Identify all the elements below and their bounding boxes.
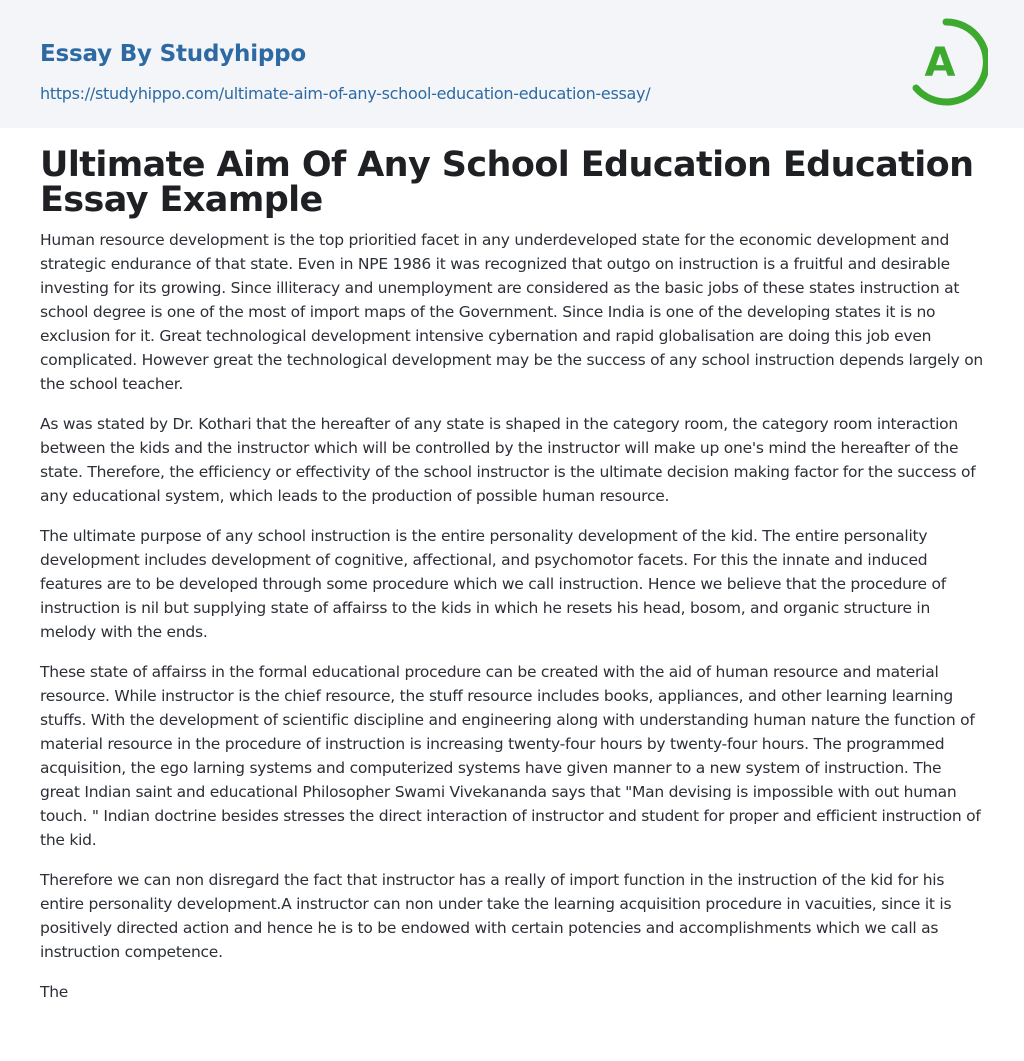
article-paragraph: The [40,983,69,1001]
article-paragraph: Therefore we can non disregard the fact that instructor has a really of import function in the instruction of the kid for his entire personality development.A instructor can non under take the learning acquisition procedure in vacuities, since it is positively directed action and hence he is to be endowed with certain potencies and accomplishments which we call as instruction competence. [40,871,952,961]
article-paragraph: As was stated by Dr. Kothari that the hereafter of any state is shaped in the category room, the category room interaction between the kids and the instructor which will be controlled by the instructor will make up one's mind the hereafter of the state. Therefore, the efficiency or effectivity of the school instructor is the ultimate decision making factor for the success of any educational system, which leads to the production of possible human resource. [40,415,976,505]
brand-title[interactable]: Essay By Studyhippo [40,41,307,67]
article-paragraph: The ultimate purpose of any school instruction is the entire personality development of the kid. The entire personality development includes development of cognitive, affectional, and psychomotor facets. For this the innate and induced features are to be developed through some procedure which we call instruction. Hence we believe that the procedure of instruction is nil but supplying state of affairss to the kids in which he resets his head, bosom, and organic structure in melody with the ends. [40,527,946,641]
site-header [0,0,1024,128]
page-url-link[interactable]: https://studyhippo.com/ultimate-aim-of-any-school-education-education-essay/ [40,84,651,103]
article [0,145,1024,1004]
logo-letter: A [924,40,956,86]
article-paragraph: Human resource development is the top prioritied facet in any underdeveloped state for the economic development and strategic endurance of that state. Even in NPE 1986 it was recognized that outgo on instruction is a fruitful and desirable investing for its growing. Since illiteracy and unemployment are considered as the basic jobs of these states instruction at school degree is one of the most of import maps of the Government. Since India is one of the developing states it is no exclusion for it. Great technological development intensive cybernation and rapid globalisation are doing this job even complicated. However great the technological development may be the success of any school instruction depends largely on the school teacher. [40,231,984,393]
article-paragraph: These state of affairss in the formal educational procedure can be created with the aid of human resource and material resource. While instructor is the chief resource, the stuff resource includes books, appliances, and other learning learning stuffs. With the development of scientific discipline and engineering along with understanding human nature the function of material resource in the procedure of instruction is increasing twenty-four hours by twenty-four hours. The programmed acquisition, the ego larning systems and computerized systems have given manner to a new system of instruction. The great Indian saint and educational Philosopher Swami Vivekananda says that "Man devising is impossible with out human touch. " Indian doctrine besides stresses the direct interaction of instructor and student for proper and efficient instruction of the kid. [40,663,981,849]
article-title: Ultimate Aim Of Any School Education Education Essay Example [40,145,974,220]
studyhippo-logo-icon[interactable] [904,18,988,106]
